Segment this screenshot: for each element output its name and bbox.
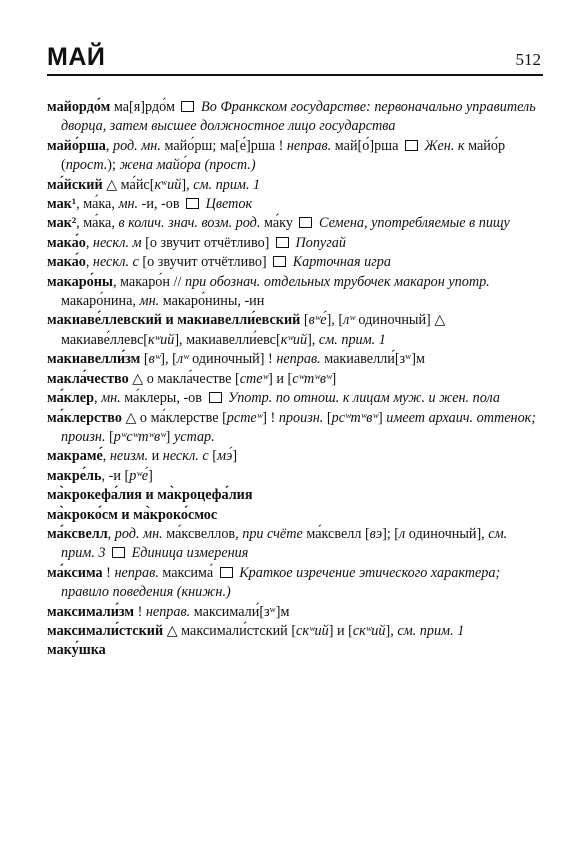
dictionary-entry [47, 214, 543, 233]
entry-note-text: к [154, 176, 162, 193]
entry-note-text: нескл. с [92, 254, 139, 271]
entry-note-text: имеет архаич. оттенок; произн. [61, 409, 537, 445]
entry-text: ма́ксвеллов, [162, 525, 243, 542]
entry-headword: мака́о [47, 234, 86, 251]
entry-note-text: ий [167, 176, 182, 193]
entry-note-text: Жен. к [420, 137, 465, 154]
entry-note-text: см. прим. 3 [61, 525, 508, 562]
entry-note-text: произн. [278, 409, 324, 426]
entry-text: ], [181, 176, 194, 193]
entry-headword: ма́йский [47, 176, 103, 193]
entry-text: ма[я]рдо́м [110, 99, 179, 115]
dictionary-entries [47, 98, 543, 661]
dictionary-entry [47, 447, 543, 466]
entry-note-text: неправ. [145, 603, 191, 620]
entry-note-text: кʷий [147, 331, 175, 348]
entry-note-text: неправ. [276, 351, 321, 368]
entry-text: макиавелли́[зʷ]м [320, 351, 425, 368]
entry-text: [ [140, 351, 149, 368]
dictionary-entry [47, 176, 543, 195]
entry-note-text: Семена, употребляемые в пищу [315, 215, 510, 232]
entry-note-text: вʷ [148, 351, 161, 368]
entry-text: ] [148, 467, 153, 484]
definition-box-icon [276, 237, 289, 248]
entry-text: , [93, 390, 102, 407]
entry-note-text: Единица измерения [128, 545, 249, 562]
entry-headword: макраме́ [47, 448, 103, 465]
entry-note-text: неправ. [114, 564, 159, 581]
entry-headword: ма́клер [47, 390, 94, 407]
entry-headword: маку́шка [47, 642, 106, 659]
entry-headword: ма́клерство [47, 409, 122, 426]
entry-text: ], макиавелли́евс[ [174, 331, 281, 348]
dictionary-entry [47, 409, 543, 448]
entry-text: ] ! [262, 409, 279, 426]
entry-text: , [105, 137, 113, 154]
entry-headword: майордо́м [47, 99, 111, 115]
entry-headword: максимали́стский [47, 622, 164, 639]
page-header [47, 38, 543, 76]
dictionary-entry [47, 253, 543, 272]
entry-text: ма́ку [260, 215, 297, 232]
entry-headword: ма́ксвелл [47, 525, 108, 542]
definition-box-icon [405, 140, 418, 151]
entry-note-text: мн. [118, 196, 139, 213]
entry-text: -и, -ов [138, 196, 184, 213]
dictionary-entry [47, 234, 543, 253]
running-head: МАЙ [47, 43, 106, 71]
entry-text: майо́рш; ма[е́]рша ! [160, 137, 287, 154]
entry-note-text: см. прим. 1 [318, 331, 386, 348]
entry-text: макаро́нины, -ин [159, 293, 265, 310]
entry-text: [о звучит отчётливо] [138, 254, 271, 271]
entry-note-text: л [399, 525, 406, 542]
entry-text: △ максимали́стский [ [163, 622, 297, 639]
definition-box-icon [209, 392, 222, 403]
entry-text: и [148, 448, 163, 465]
entry-headword: макиавелли́зм [47, 351, 141, 368]
entry-text: △ о ма́клерстве [ [121, 409, 227, 426]
dictionary-entry [47, 603, 543, 622]
entry-headword: майо́рша [47, 137, 106, 154]
entry-note-text: нескл. с [162, 448, 209, 465]
entry-text: , [85, 234, 93, 251]
entry-headword: ма̀кроко́см и ма̀кроко́смос [47, 506, 218, 523]
entry-note-text: лʷ [176, 351, 189, 368]
entry-text: одиночный] ! [188, 351, 277, 368]
entry-headword: мак² [47, 215, 77, 232]
entry-text: △ ма́йс[ [102, 176, 155, 193]
entry-text [106, 545, 110, 561]
entry-note-text: при счёте [242, 525, 303, 542]
entry-note-text: скʷий [296, 622, 329, 639]
definition-box-icon [220, 567, 233, 578]
entry-note-text: Карточная игра [289, 254, 391, 271]
definition-box-icon [273, 256, 286, 267]
entry-text: ] [232, 448, 238, 465]
entry-note-text: Цветок [202, 196, 253, 213]
entry-note-text: мн. [101, 390, 121, 407]
entry-text: ); [107, 157, 120, 174]
entry-text: △ о макла́честве [ [128, 370, 240, 387]
definition-box-icon [112, 547, 125, 558]
entry-text: ма́клеры, -ов [120, 390, 206, 407]
entry-note-text: вʷе́ [308, 312, 327, 329]
entry-note-text: рсʷтʷвʷ [331, 409, 378, 426]
entry-note-text: Во Франкском государстве: первоначально управитель дворца, затем высшее должностное лицо государства [61, 99, 536, 135]
entry-headword: макаро́ны [47, 273, 113, 290]
entry-note-text: неправ. [286, 137, 332, 154]
dictionary-entry [47, 467, 543, 486]
entry-text: макаро́нина, [61, 293, 140, 310]
entry-note-text: при обознач. отдельных трубочек макарон употр. [184, 273, 490, 290]
entry-text: ], [ [326, 312, 344, 329]
entry-text: ], [307, 331, 319, 348]
dictionary-entry [47, 273, 543, 312]
entry-note-text: рʷе́ [129, 467, 149, 484]
entry-note-text: см. прим. 1 [397, 622, 465, 639]
entry-note-text: мэ́ [217, 448, 233, 465]
entry-note-text: Употр. по отнош. к лицам муж. и жен. пола [224, 390, 500, 407]
entry-text: [ [208, 448, 218, 465]
definition-box-icon [299, 217, 312, 228]
entry-note-text: жена майо́ра (прост.) [119, 157, 256, 174]
entry-note-text: рстеʷ [226, 409, 263, 426]
page-number: 512 [515, 50, 541, 69]
entry-text: , [107, 525, 115, 542]
entry-headword: макре́ль [47, 467, 102, 484]
entry-text: ], [ [160, 351, 177, 368]
entry-text: ] [331, 370, 337, 387]
entry-text: , [102, 448, 110, 465]
entry-note-text: в колич. знач. возм. род. [118, 215, 261, 232]
entry-text: максимали́[зʷ]м [190, 603, 290, 620]
entry-text: ]; [ [382, 525, 400, 542]
entry-text: [о звучит отчётливо] [141, 234, 273, 251]
entry-text: одиночный] △ макиаве́ллевс[ [61, 312, 446, 348]
entry-text: ] [165, 428, 174, 445]
entry-note-text: рʷсʷтʷвʷ [113, 428, 166, 445]
entry-note-text: сʷтʷвʷ [292, 370, 332, 387]
entry-note-text: стеʷ [239, 370, 269, 387]
entry-text: майо́р ( [61, 137, 506, 174]
entry-text: одиночный], [405, 525, 489, 542]
entry-note-text: род. мн. [114, 525, 163, 542]
dictionary-entry [47, 506, 543, 525]
entry-note-text: скʷий [352, 622, 386, 639]
entry-note-text: устар. [173, 428, 215, 445]
entry-text: , -и [ [101, 467, 130, 484]
dictionary-entry [47, 137, 543, 176]
entry-headword: максимали́зм [47, 603, 135, 620]
entry-text: [ [300, 312, 309, 329]
entry-note-text: нескл. м [92, 234, 142, 251]
entry-text: [ [323, 409, 332, 426]
entry-headword: макиаве́ллевский и макиавелли́евский [47, 312, 301, 329]
dictionary-entry [47, 195, 543, 214]
entry-headword: макла́чество [47, 370, 129, 387]
entry-text: ! [102, 564, 115, 581]
entry-text: ] [377, 409, 387, 426]
entry-text: , [85, 254, 93, 271]
entry-text: , макаро́н // [112, 273, 185, 290]
dictionary-entry [47, 641, 543, 660]
entry-note-text: см. прим. 1 [193, 176, 261, 193]
entry-note-text: мн. [139, 293, 160, 310]
entry-headword: мака́о [47, 254, 86, 271]
dictionary-entry [47, 389, 543, 408]
dictionary-entry [47, 525, 543, 564]
dictionary-entry [47, 350, 543, 369]
definition-box-icon [186, 198, 199, 209]
entry-text: ], [385, 622, 398, 639]
entry-text: ] и [ [328, 622, 353, 639]
entry-text: , ма́ка, [76, 215, 119, 232]
entry-headword: ма̀крокефа́лия и ма̀кроцефа́лия [47, 487, 253, 504]
entry-text: ] и [ [268, 370, 293, 387]
dictionary-entry [47, 370, 543, 389]
entry-note-text: прост. [65, 157, 108, 174]
entry-note-text: неизм. [109, 448, 149, 465]
entry-text: ма́ксвелл [ [302, 525, 370, 542]
dictionary-entry [47, 311, 543, 350]
entry-note-text: вэ [369, 525, 383, 542]
dictionary-entry [47, 564, 543, 603]
entry-note-text: лʷ [343, 312, 355, 329]
entry-note-text: Попугай [291, 234, 346, 251]
entry-text: максима́ [158, 564, 217, 581]
entry-note-text: кʷий [280, 331, 308, 348]
entry-note-text: Краткое изречение этического характера; правило поведения (книжн.) [61, 564, 501, 601]
entry-headword: ма́ксима [47, 564, 103, 581]
entry-text: май[о́]рша [331, 137, 402, 154]
dictionary-entry [47, 486, 543, 505]
entry-text: ! [134, 603, 146, 620]
entry-note-text: род. мн. [112, 137, 161, 154]
dictionary-entry [47, 622, 543, 641]
dictionary-entry [47, 98, 543, 137]
entry-headword: мак¹ [47, 196, 77, 213]
definition-box-icon [181, 101, 194, 112]
entry-text: ʷ [161, 176, 168, 193]
entry-text: [ [105, 428, 114, 445]
entry-text: , ма́ка, [76, 196, 119, 213]
